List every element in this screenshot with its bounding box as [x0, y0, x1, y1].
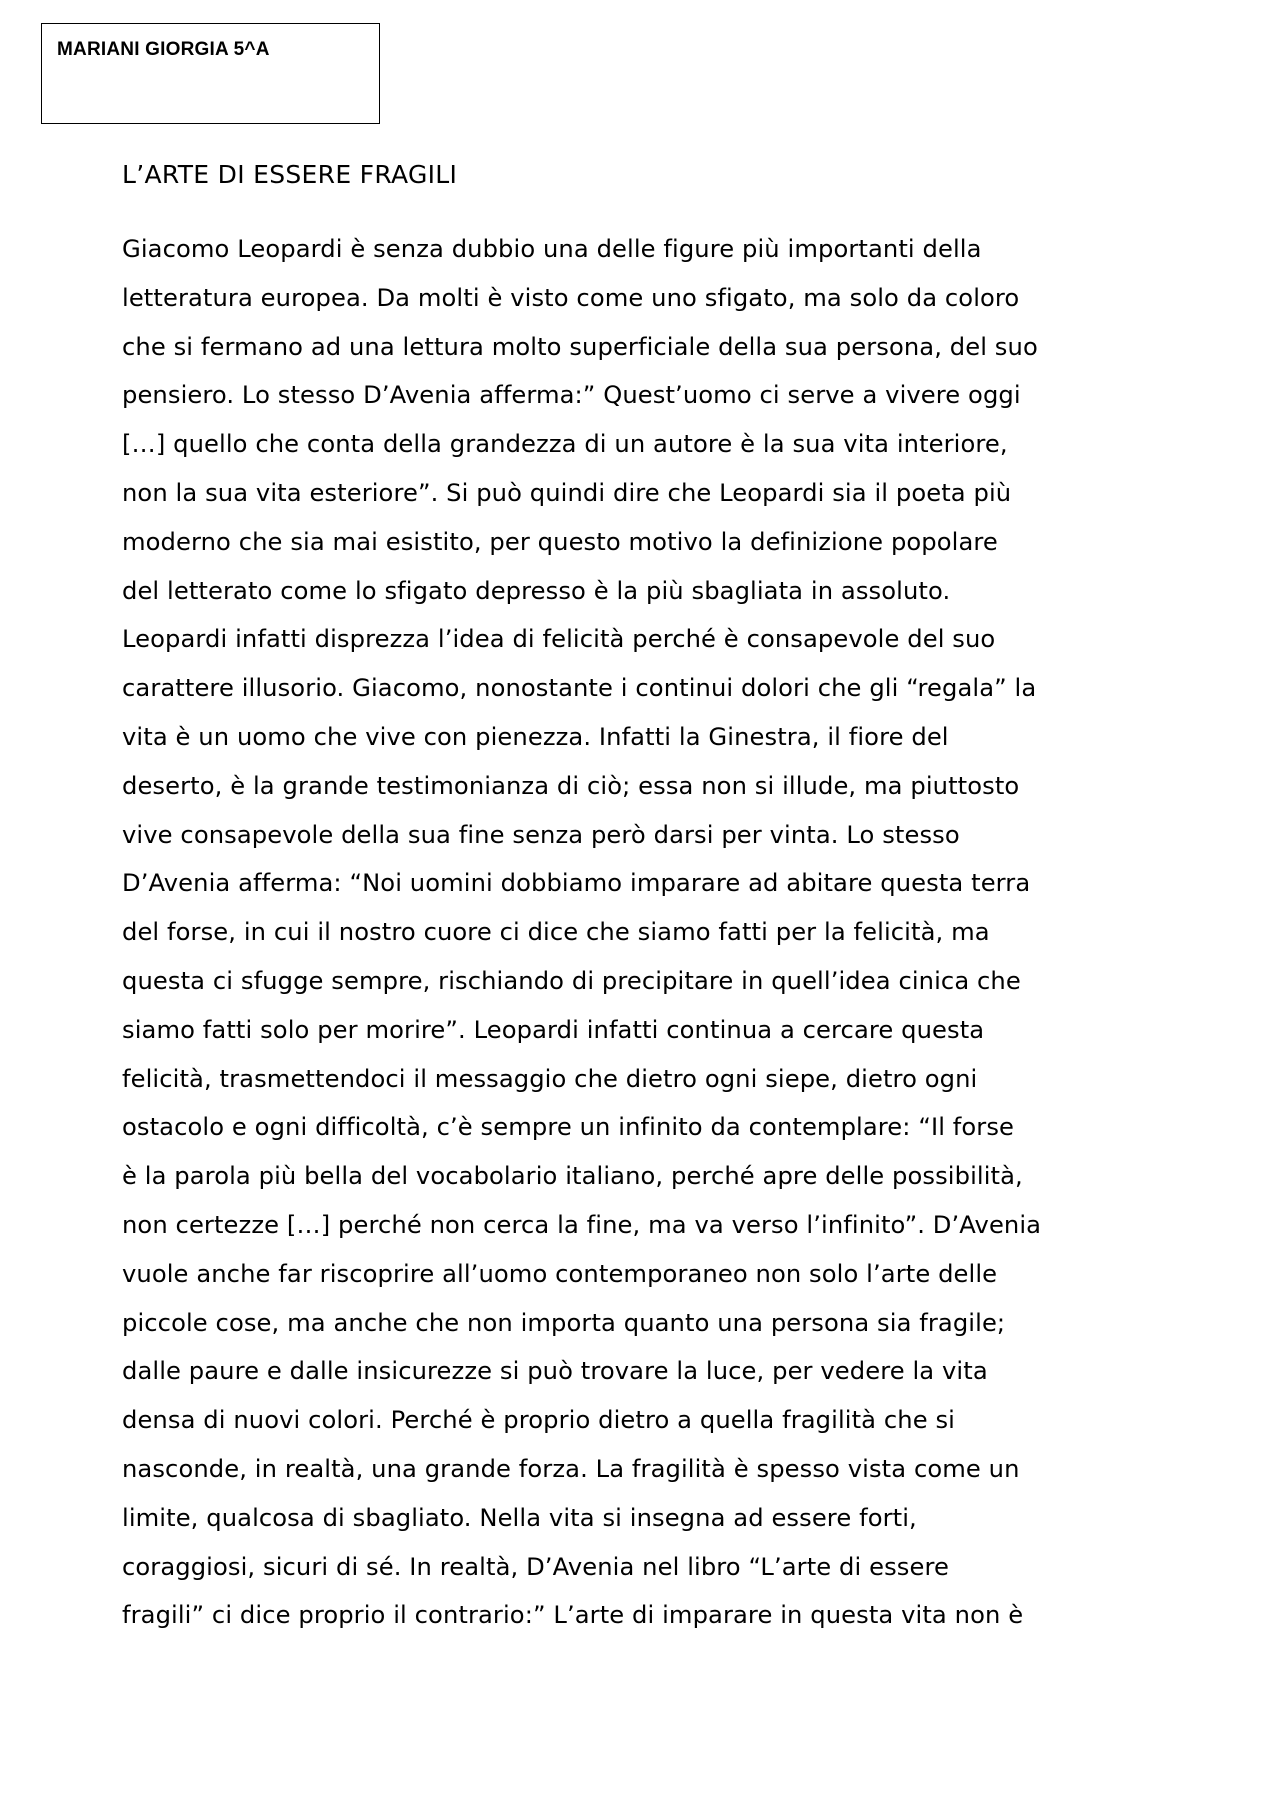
essay-line: carattere illusorio. Giacomo, nonostante i continui dolori che gli “regala” la — [122, 674, 1037, 703]
essay-line: del forse, in cui il nostro cuore ci dice che siamo fatti per la felicità, ma — [122, 918, 990, 947]
essay-line: nasconde, in realtà, una grande forza. La fragilità è spesso vista come un — [122, 1454, 1020, 1483]
essay-line: del letterato come lo sfigato depresso è la più sbagliata in assoluto. — [122, 576, 951, 605]
document-title: L’ARTE DI ESSERE FRAGILI — [122, 160, 458, 189]
essay-line: non certezze […] perché non cerca la fine, ma va verso l’infinito”. D’Avenia — [122, 1210, 1042, 1239]
essay-line: coraggiosi, sicuri di sé. In realtà, D’Avenia nel libro “L’arte di essere — [122, 1552, 949, 1581]
essay-line: Giacomo Leopardi è senza dubbio una delle figure più importanti della — [122, 235, 982, 263]
essay-line: dalle paure e dalle insicurezze si può trovare la luce, per vedere la vita — [122, 1357, 988, 1386]
essay-body — [122, 225, 1182, 1640]
student-name-label: MARIANI GIORGIA 5^A — [57, 39, 270, 60]
essay-line: densa di nuovi colori. Perché è proprio dietro a quella fragilità che si — [122, 1406, 955, 1435]
essay-line: D’Avenia afferma: “Noi uomini dobbiamo imparare ad abitare questa terra — [122, 869, 1031, 898]
essay-line: questa ci sfugge sempre, rischiando di precipitare in quell’idea cinica che — [122, 966, 1021, 995]
essay-line: deserto, è la grande testimonianza di ciò; essa non si illude, ma piuttosto — [122, 771, 1020, 800]
essay-line: […] quello che conta della grandezza di un autore è la sua vita interiore, — [122, 430, 1008, 459]
essay-line: Leopardi infatti disprezza l’idea di felicità perché è consapevole del suo — [122, 625, 996, 654]
essay-line: limite, qualcosa di sbagliato. Nella vita si insegna ad essere forti, — [122, 1503, 917, 1532]
essay-line: moderno che sia mai esistito, per questo motivo la definizione popolare — [122, 527, 998, 556]
essay-line: che si fermano ad una lettura molto superficiale della sua persona, del suo — [122, 332, 1038, 361]
essay-line: piccole cose, ma anche che non importa quanto una persona sia fragile; — [122, 1308, 1006, 1337]
essay-line: è la parola più bella del vocabolario italiano, perché apre delle possibilità, — [122, 1162, 1023, 1191]
essay-line: felicità, trasmettendoci il messaggio che dietro ogni siepe, dietro ogni — [122, 1064, 978, 1093]
essay-line: vita è un uomo che vive con pienezza. Infatti la Ginestra, il fiore del — [122, 722, 949, 751]
essay-line: vive consapevole della sua fine senza però darsi per vinta. Lo stesso — [122, 820, 960, 849]
essay-line: non la sua vita esteriore”. Si può quindi dire che Leopardi sia il poeta più — [122, 478, 1012, 507]
essay-line: pensiero. Lo stesso D’Avenia afferma:” Quest’uomo ci serve a vivere oggi — [122, 381, 1021, 410]
essay-line: ostacolo e ogni difficoltà, c’è sempre un infinito da contemplare: “Il forse — [122, 1113, 1015, 1142]
essay-line: fragili” ci dice proprio il contrario:” L’arte di imparare in questa vita non è — [122, 1601, 1024, 1630]
student-name-box — [41, 23, 380, 124]
essay-line: vuole anche far riscoprire all’uomo contemporaneo non solo l’arte delle — [122, 1259, 998, 1288]
essay-line: letteratura europea. Da molti è visto come uno sfigato, ma solo da coloro — [122, 283, 1020, 312]
essay-line: siamo fatti solo per morire”. Leopardi infatti continua a cercare questa — [122, 1015, 985, 1044]
